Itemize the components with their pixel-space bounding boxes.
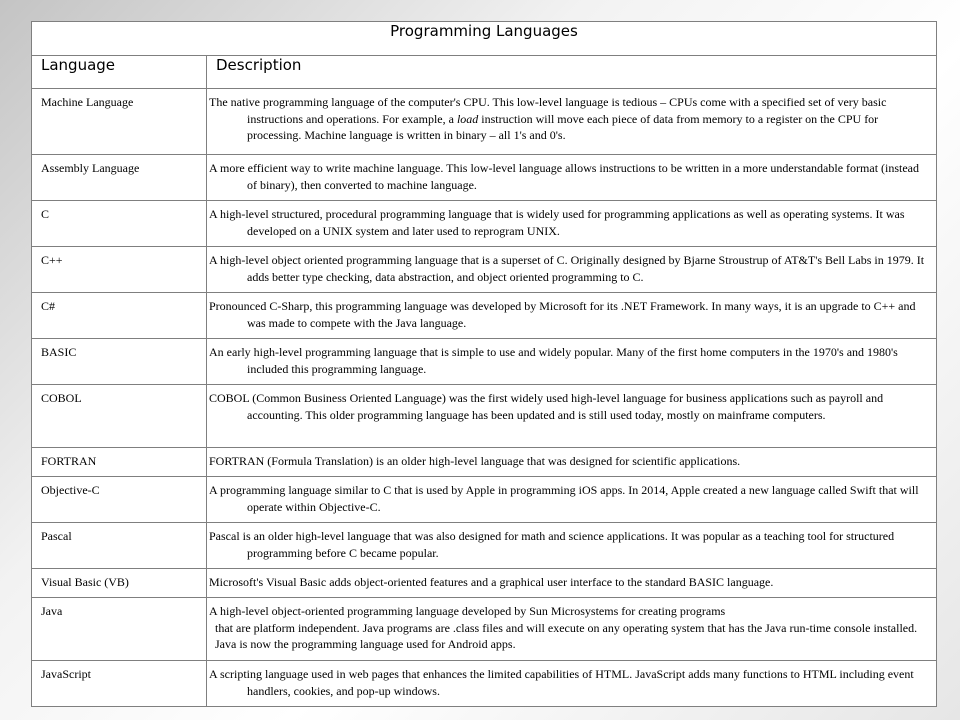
description-cell [207,293,937,339]
description-cell [207,339,937,385]
description-cell [207,89,937,155]
table-row [32,293,937,339]
table-row [32,448,937,477]
table-body [32,89,937,707]
programming-languages-table [31,21,937,707]
language-cell: COBOL [32,385,207,448]
description-cell [207,448,937,477]
description-cell [207,523,937,569]
description-cell [207,155,937,201]
language-cell: Machine Language [32,89,207,155]
language-cell: BASIC [32,339,207,385]
table-caption: Programming Languages [32,22,937,56]
language-cell: C++ [32,247,207,293]
table-row [32,339,937,385]
table-row [32,477,937,523]
language-cell: Assembly Language [32,155,207,201]
column-header-language: Language [32,56,207,89]
table-row [32,89,937,155]
description-cell [207,598,937,661]
description-cell [207,569,937,598]
table-row [32,569,937,598]
description-text: A high-level object-oriented programming language developed by Sun Microsystems for creating programs [209,604,726,618]
description-text: Microsoft's Visual Basic adds object-oriented features and a graphical user interface to the standard BASIC language. [209,575,774,589]
column-header-description: Description [207,56,937,89]
description-cell [207,247,937,293]
description-text: COBOL (Common Business Oriented Language) was the first widely used high-level language for business applications such as payroll and accounting. This older programming language has been updated and is still used today, mostly on mainframe computers. [209,391,884,422]
description-text: FORTRAN (Formula Translation) is an older high-level language that was designed for scientific applications. [209,454,741,468]
table-row [32,201,937,247]
description-text: The native programming language of the computer's CPU. This low-level language is tedious – CPUs come with a specified set of very basic instructions and operations. For example, a load instruction will move each piece of data from memory to a register on the CPU for processing. Machine language is written in binary – all 1's and 0's. [209,95,887,142]
emphasized-word: load [456,111,479,126]
table-row [32,598,937,661]
language-cell: C [32,201,207,247]
language-cell: Visual Basic (VB) [32,569,207,598]
description-cell [207,385,937,448]
description-cell [207,201,937,247]
language-cell: Pascal [32,523,207,569]
description-text: An early high-level programming language that is simple to use and widely popular. Many of the first home computers in the 1970's and 1980's included this programming language. [209,345,898,376]
description-text-continued: that are platform independent. Java programs are .class files and will execute on any operating system that has the Java run-time console installed. Java is now the programming language used for Android apps. [215,620,918,651]
description-text: A high-level structured, procedural programming language that is widely used for programming applications as well as operating systems. It was developed on a UNIX system and later used to reprogram UNIX. [209,207,905,238]
table-row [32,247,937,293]
table-row [32,385,937,448]
language-cell: Java [32,598,207,661]
language-cell: FORTRAN [32,448,207,477]
description-text: A programming language similar to C that is used by Apple in programming iOS apps. In 2014, Apple created a new language called Swift that will operate within Objective-C. [209,483,919,514]
description-text: Pascal is an older high-level language that was also designed for math and science applications. It was popular as a teaching tool for structured programming before C became popular. [209,529,895,560]
description-text: A more efficient way to write machine language. This low-level language allows instructions to be written in a more understandable format (instead of binary), then converted to machine language. [209,161,920,192]
table-row [32,155,937,201]
description-cell [207,477,937,523]
language-cell: JavaScript [32,661,207,707]
description-text: A scripting language used in web pages that enhances the limited capabilities of HTML. JavaScript adds many functions to HTML including event handlers, cookies, and pop-up windows. [209,667,914,698]
description-text: A high-level object oriented programming language that is a superset of C. Originally designed by Bjarne Stroustrup of AT&T's Bell Labs in 1979. It adds better type checking, data abstraction, and object oriented programming to C. [209,253,925,284]
table-row [32,523,937,569]
description-cell [207,661,937,707]
language-cell: Objective-C [32,477,207,523]
table-row [32,661,937,707]
description-text: Pronounced C-Sharp, this programming language was developed by Microsoft for its .NET Framework. In many ways, it is an upgrade to C++ and was made to compete with the Java language. [209,299,916,330]
language-cell: C# [32,293,207,339]
